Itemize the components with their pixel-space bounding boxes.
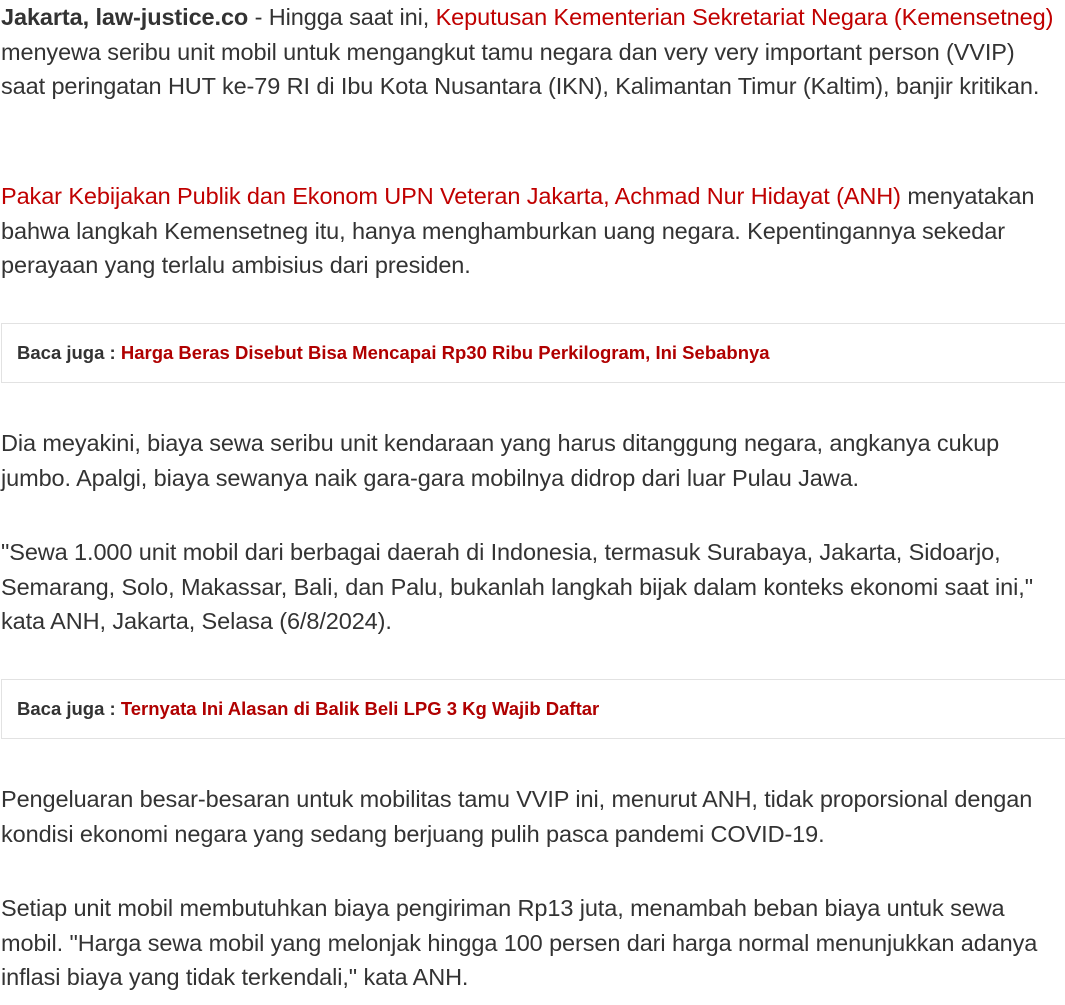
paragraph-1 xyxy=(1,0,1061,104)
baca-juga-label: Baca juga : xyxy=(17,698,121,719)
baca-juga-box-1 xyxy=(1,323,1065,383)
paragraph-5: Pengeluaran besar-besaran untuk mobilitas tamu VVIP ini, menurut ANH, tidak proporsional dengan kondisi ekonomi negara yang sedang berjuang pulih pasca pandemi COVID-19. xyxy=(1,786,1033,847)
lead-text: - Hingga saat ini, xyxy=(248,4,436,30)
paragraph-6: Setiap unit mobil membutuhkan biaya pengiriman Rp13 juta, menambah beban biaya untuk sewa mobil. "Harga sewa mobil yang melonjak hingga 100 persen dari harga normal menunjukkan adanya inflasi biaya yang tidak terkendali," kata ANH. xyxy=(1,895,1038,990)
baca-juga-link-2[interactable]: Ternyata Ini Alasan di Balik Beli LPG 3 Kg Wajib Daftar xyxy=(120,698,600,719)
paragraph-4: "Sewa 1.000 unit mobil dari berbagai daerah di Indonesia, termasuk Surabaya, Jakarta, Sidoarjo, Semarang, Solo, Makassar, Bali, dan Palu, bukanlah langkah bijak dalam konteks ekonomi saat ini," kata ANH, Jakarta, Selasa (6/8/2024). xyxy=(1,539,1033,634)
kemensetneg-link[interactable]: Keputusan Kementerian Sekretariat Negara (Kemensetneg) xyxy=(435,4,1054,30)
baca-juga-box-2 xyxy=(1,679,1065,739)
paragraph-3: Dia meyakini, biaya sewa seribu unit kendaraan yang harus ditanggung negara, angkanya cukup jumbo. Apalgi, biaya sewanya naik gara-gara mobilnya didrop dari luar Pulau Jawa. xyxy=(1,430,1000,491)
baca-juga-link-1[interactable]: Harga Beras Disebut Bisa Mencapai Rp30 Ribu Perkilogram, Ini Sebabnya xyxy=(120,342,770,363)
paragraph-2-text: menyatakan bahwa langkah Kemensetneg itu, hanya menghamburkan uang negara. Kepentingannya sekedar perayaan yang terlalu ambisius dari presiden. xyxy=(1,183,1035,278)
baca-juga-label: Baca juga : xyxy=(17,342,121,363)
dateline: Jakarta, law-justice.co xyxy=(1,4,249,30)
paragraph-2 xyxy=(1,179,1061,283)
expert-link[interactable]: Pakar Kebijakan Publik dan Ekonom UPN Veteran Jakarta, Achmad Nur Hidayat (ANH) xyxy=(1,183,901,209)
paragraph-1-text: menyewa seribu unit mobil untuk mengangkut tamu negara dan very very important person (VVIP) saat peringatan HUT ke-79 RI di Ibu Kota Nusantara (IKN), Kalimantan Timur (Kaltim), banjir kritikan. xyxy=(1,38,1040,99)
